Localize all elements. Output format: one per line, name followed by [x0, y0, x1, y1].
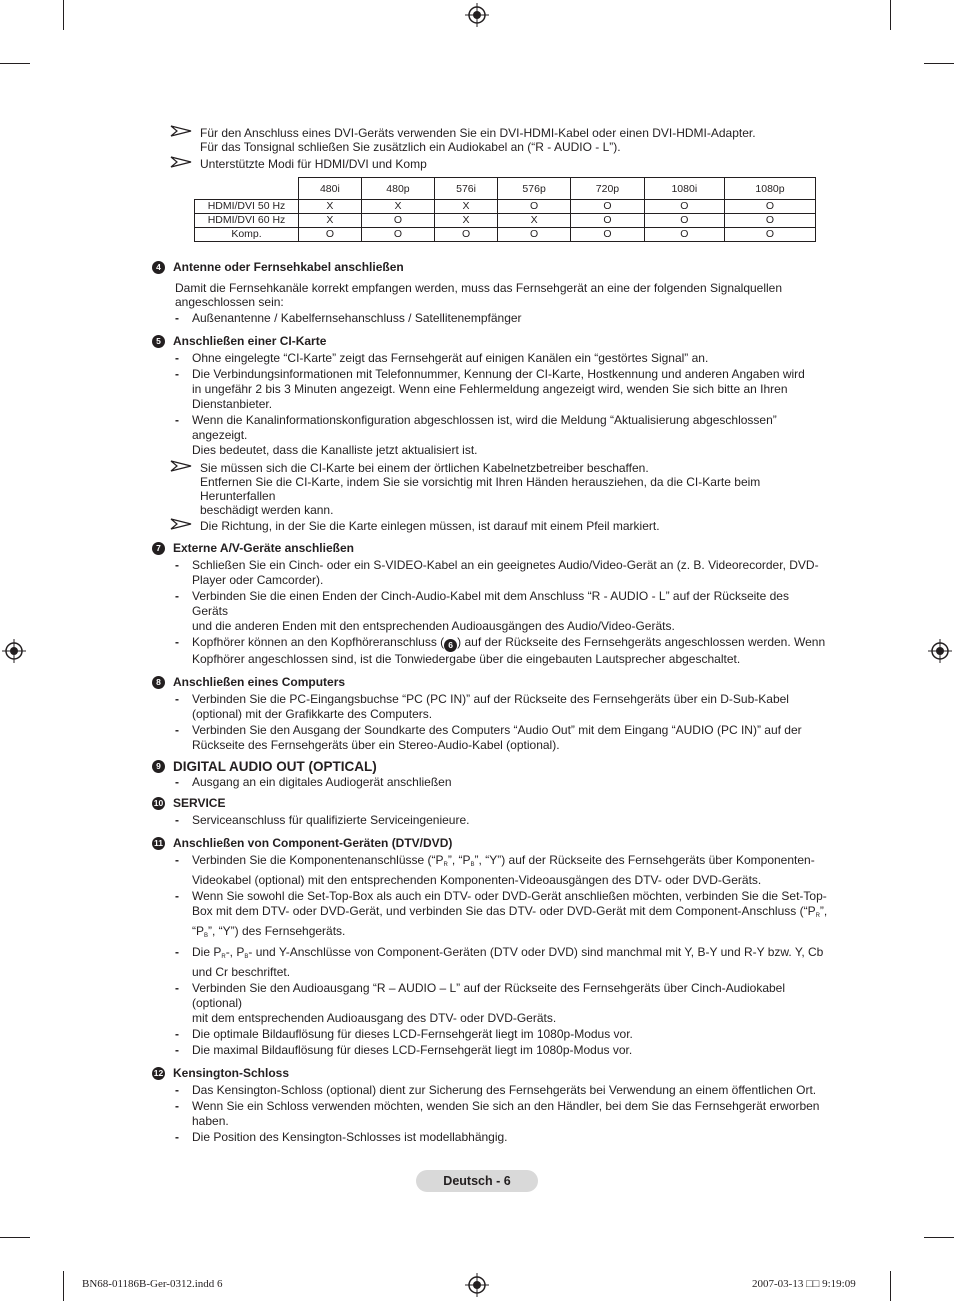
table-cell: O	[571, 214, 644, 228]
section-number-badge: 9	[152, 760, 165, 773]
paragraph-line: Damit die Fernsehkanäle korrekt empfangen werden, muss das Fernsehgerät an eine der folgenden Signalquellen	[175, 281, 783, 295]
table-row-header: Komp.	[195, 228, 299, 242]
table-cell: O	[497, 200, 570, 214]
bullet-list	[152, 351, 828, 458]
bullet-list	[152, 692, 828, 753]
table-column-header: 480p	[361, 178, 434, 200]
section-number-badge: 4	[152, 261, 165, 274]
note: Die Richtung, in der Sie die Karte einlegen müssen, ist darauf mit einem Pfeil markiert.	[152, 519, 828, 533]
section-number-badge: 8	[152, 676, 165, 689]
list-item: - Verbinden Sie die PC-Eingangsbuchse “PC (PC IN)” auf der Rückseite des Fernsehgeräts über ein D-Sub-Kabel (optional) mit der Grafikkarte des Computers.	[175, 692, 789, 721]
table-column-header: 576i	[435, 178, 498, 200]
crop-mark	[0, 63, 30, 64]
list-item: - Kopfhörer können an den Kopfhöreranschluss ( 6 ) auf der Rückseite des Fernsehgeräts angeschlossen werden. Wenn Kopfhörer angeschlossen sind, ist die Tonwiedergabe über die eingebauten Lautsprecher abgeschaltet.	[175, 635, 826, 666]
section-title: DIGITAL AUDIO OUT (OPTICAL)	[173, 759, 377, 774]
crop-mark	[63, 0, 64, 30]
inline-number-badge: 6	[444, 639, 457, 652]
section-title: Anschließen von Component-Geräten (DTV/DVD)	[173, 836, 453, 850]
section-heading	[152, 1066, 828, 1081]
note-arrow-icon	[170, 125, 192, 137]
list-item: - Wenn Sie sowohl die Set-Top-Box als auch ein DTV- oder DVD-Gerät anschließen möchten, verbinden Sie die Set-Top- Box mit dem DTV- oder DVD-Gerät, und verbinden Sie das DTV- oder DVD-Gerät mit dem Component-Anschluss (“$P_R$”, “$P_B$”, “Y”) des Fernsehgeräts.	[175, 889, 828, 939]
crop-mark	[63, 1271, 64, 1301]
table-cell: O	[361, 214, 434, 228]
list-item: - Verbinden Sie den Ausgang der Soundkarte des Computers “Audio Out” mit dem Eingang “AUDIO (PC IN)” auf der Rückseite des Fernsehgeräts über ein Stereo-Audio-Kabel (optional).	[175, 723, 802, 752]
section-title: Anschließen einer CI-Karte	[173, 334, 327, 348]
section-heading	[152, 260, 828, 275]
list-item: - Die optimale Bildauflösung für dieses LCD-Fernsehgerät liegt im 1080p-Modus vor.	[175, 1027, 633, 1041]
note-text: Unterstützte Modi für HDMI/DVI und Komp	[200, 157, 427, 171]
section-title: Antenne oder Fernsehkabel anschließen	[173, 260, 404, 274]
table-row	[195, 200, 816, 214]
bullet-list	[152, 1083, 828, 1145]
list-item: - Wenn Sie ein Schloss verwenden möchten, wenden Sie sich an den Händler, bei dem Sie das Fernsehgerät erworben haben.	[175, 1099, 820, 1128]
table-cell: O	[644, 214, 724, 228]
note	[152, 157, 828, 171]
section-heading	[152, 541, 828, 556]
section-ci-card	[152, 334, 828, 533]
crop-mark	[890, 0, 891, 30]
section-component	[152, 836, 828, 1058]
table-cell: O	[725, 228, 816, 242]
table-row	[195, 214, 816, 228]
section-antenna	[152, 260, 828, 326]
bullet-list	[152, 853, 828, 1058]
table-column-header: 576p	[497, 178, 570, 200]
table-cell: O	[644, 228, 724, 242]
table-cell: O	[361, 228, 434, 242]
table-cell: O	[497, 228, 570, 242]
list-item: - Das Kensington-Schloss (optional) dient zur Sicherung des Fernsehgeräts bei Verwendung an einem öffentlichen Ort.	[175, 1083, 817, 1097]
note-text: Für das Tonsignal schließen Sie zusätzlich ein Audiokabel an (“R - AUDIO - L”).	[200, 140, 621, 154]
table-cell: O	[644, 200, 724, 214]
list-item: - Verbinden Sie den Audioausgang “R – AUDIO – L” auf der Rückseite des Fernsehgeräts über Cinch-Audiokabel (optional) mit dem entsprechenden Audioausgang des DTV- oder DVD-Geräts.	[175, 981, 786, 1025]
table-column-header: 720p	[571, 178, 644, 200]
section-digital-audio-out	[152, 759, 828, 790]
section-title: Anschließen eines Computers	[173, 675, 346, 689]
table-row-header: HDMI/DVI 60 Hz	[195, 214, 299, 228]
note-text: Für den Anschluss eines DVI-Geräts verwenden Sie ein DVI-HDMI-Kabel oder einen DVI-HDMI-Adapter.	[200, 126, 756, 140]
registration-mark-icon	[465, 1273, 489, 1297]
list-item: - Die $P_R-$, $P_B-$ und Y-Anschlüsse von Component-Geräten (DTV oder DVD) sind manchmal mit Y, B-Y und R-Y bzw. Y, Cb und Cr beschriftet.	[175, 945, 824, 979]
registration-mark-icon	[928, 639, 952, 663]
table-cell: O	[299, 228, 362, 242]
table-column-header: 1080i	[644, 178, 724, 200]
section-title: SERVICE	[173, 796, 226, 810]
bullet-list	[152, 775, 828, 790]
section-computer	[152, 675, 828, 753]
table-cell: X	[299, 214, 362, 228]
list-item: - Ohne eingelegte “CI-Karte” zeigt das Fernsehgerät auf einigen Kanälen ein “gestörtes Signal” an.	[175, 351, 709, 365]
table-cell: O	[725, 200, 816, 214]
section-heading	[152, 334, 828, 349]
supported-modes-table	[194, 177, 816, 242]
list-item: - Wenn die Kanalinformationskonfiguration abgeschlossen ist, wird die Meldung “Aktualisierung abgeschlossen” angezeigt. Dies bedeutet, dass die Kanalliste jetzt aktualisiert ist.	[175, 413, 777, 457]
section-heading	[152, 796, 828, 811]
list-item: - Serviceanschluss für qualifizierte Serviceingenieure.	[175, 813, 470, 827]
bullet-list	[152, 311, 828, 326]
section-number-badge: 5	[152, 335, 165, 348]
section-av-devices	[152, 541, 828, 667]
list-item: - Die Verbindungsinformationen mit Telefonnummer, Kennung der CI-Karte, Hostkennung und anderen Angaben wird in ungefähr 2 bis 3 Minuten angezeigt. Wenn eine Fehlermeldung angezeigt wird, wenden Sie sich bitte an Ihren Dienstanbieter.	[175, 367, 805, 411]
table-header-row	[195, 178, 816, 200]
paragraph-line: angeschlossen sein:	[175, 295, 284, 309]
bullet-list	[152, 558, 828, 667]
list-item: - Verbinden Sie die Komponentenanschlüsse (“$P_R$”, “$P_B$”, “Y”) auf der Rückseite des Fernsehgeräts über Komponenten- Videokabel (optional) mit den entsprechenden Komponenten-Videoausgängen des DTV- oder DVD-Geräts.	[175, 853, 815, 887]
table-cell: O	[725, 214, 816, 228]
registration-mark-icon	[2, 639, 26, 663]
table-row	[195, 228, 816, 242]
crop-mark	[924, 1237, 954, 1238]
crop-mark	[924, 63, 954, 64]
crop-mark	[890, 1271, 891, 1301]
table-cell: O	[435, 228, 498, 242]
section-heading	[152, 836, 828, 851]
table-cell: O	[571, 228, 644, 242]
list-item: - Die maximal Bildauflösung für dieses LCD-Fernsehgerät liegt im 1080p-Modus vor.	[175, 1043, 633, 1057]
registration-mark-icon	[465, 3, 489, 27]
list-item: - Verbinden Sie die einen Enden der Cinch-Audio-Kabel mit dem Anschluss “R - AUDIO - L” auf der Rückseite des Geräts und die anderen Enden mit den entsprechenden Audioausgängen des Audio/Video-Geräts.	[175, 589, 789, 633]
note-arrow-icon	[170, 156, 192, 168]
section-paragraph	[152, 281, 828, 309]
section-number-badge: 7	[152, 542, 165, 555]
section-number-badge: 12	[153, 1068, 164, 1078]
table-cell: X	[497, 214, 570, 228]
page-number-badge: Deutsch - 6	[416, 1170, 538, 1192]
list-item: - Ausgang an ein digitales Audiogerät anschließen	[175, 775, 452, 789]
table-cell: X	[299, 200, 362, 214]
table-cell: X	[435, 214, 498, 228]
crop-mark	[0, 1237, 30, 1238]
table-column-header: 1080p	[725, 178, 816, 200]
page-content	[152, 126, 828, 1145]
section-number-badge: 11	[154, 838, 163, 848]
section-kensington	[152, 1066, 828, 1145]
bullet-list	[152, 813, 828, 828]
table-cell: X	[435, 200, 498, 214]
section-heading	[152, 759, 828, 774]
note-arrow-icon	[170, 460, 192, 472]
section-number-badge: 10	[153, 798, 164, 808]
table-corner	[195, 178, 299, 200]
note	[152, 126, 828, 154]
section-title: Kensington-Schloss	[173, 1066, 290, 1080]
list-item: - Außenantenne / Kabelfernsehanschluss / Satellitenempfänger	[175, 311, 522, 325]
list-item: - Schließen Sie ein Cinch- oder ein S-VIDEO-Kabel an ein geeignetes Audio/Video-Gerät an (z. B. Videorecorder, DVD- Player oder Camcorder).	[175, 558, 819, 587]
note-arrow-icon	[170, 518, 192, 530]
file-slug: BN68-01186B-Ger-0312.indd 6	[82, 1278, 223, 1290]
section-title: Externe A/V-Geräte anschließen	[173, 541, 354, 555]
list-item: - Die Position des Kensington-Schlosses ist modellabhängig.	[175, 1130, 508, 1144]
table-column-header: 480i	[299, 178, 362, 200]
table-cell: X	[361, 200, 434, 214]
table-cell: O	[571, 200, 644, 214]
date-slug: 2007-03-13 □□ 9:19:09	[752, 1278, 856, 1290]
section-service	[152, 796, 828, 828]
section-heading	[152, 675, 828, 690]
table-row-header: HDMI/DVI 50 Hz	[195, 200, 299, 214]
note: Sie müssen sich die CI-Karte bei einem der örtlichen Kabelnetzbetreiber beschaffen. Entfernen Sie die CI-Karte, indem Sie sie vorsichtig mit Ihren Händen herausziehen, da die CI-Karte beim Herunterfallen beschädigt werden kann.	[152, 461, 828, 517]
